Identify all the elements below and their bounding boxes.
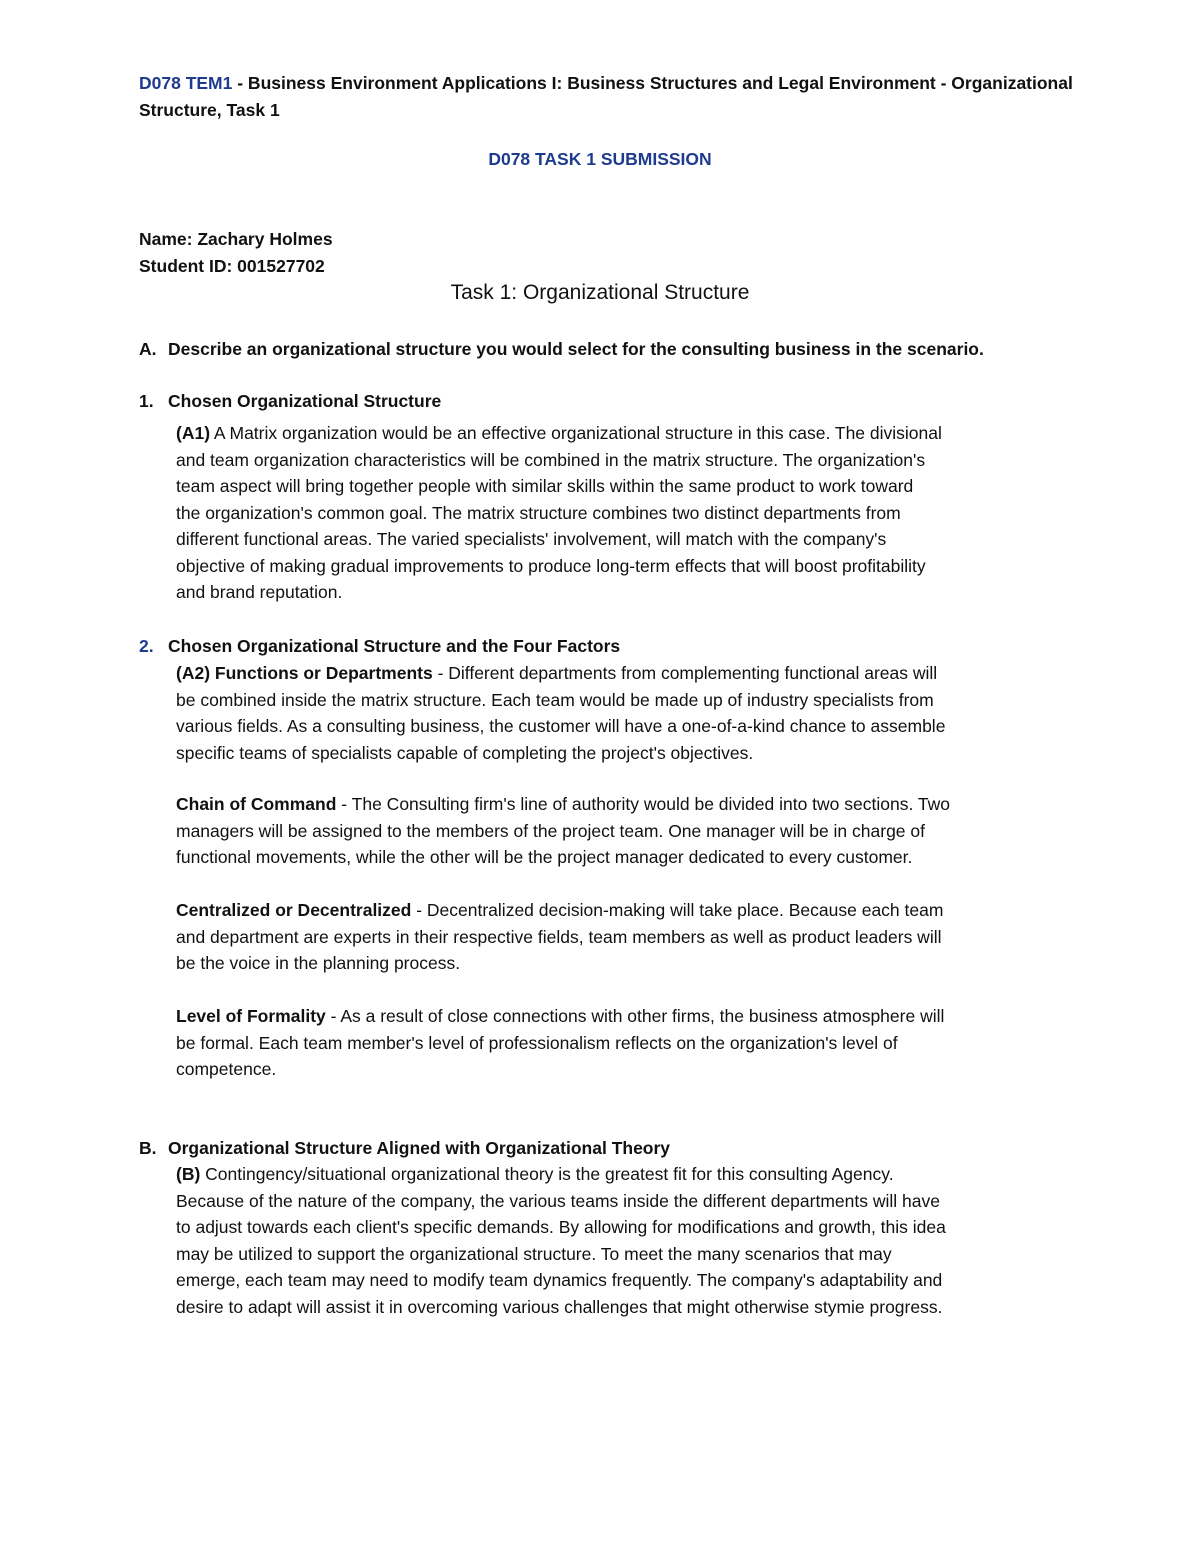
chain-of-command-paragraph bbox=[176, 791, 1066, 871]
paragraph-line: various fields. As a consulting business, the customer will have a one-of-a-kind chance to assemble bbox=[176, 716, 946, 736]
centralized-term: Centralized or Decentralized bbox=[176, 900, 412, 920]
paragraph-line: - Decentralized decision-making will take place. Because each team bbox=[411, 900, 944, 920]
paragraph-line: - Different departments from complementing functional areas will bbox=[432, 663, 938, 683]
header-title-line2: Structure, Task 1 bbox=[139, 99, 280, 120]
paragraph-line: may be utilized to support the organizational structure. To meet the many scenarios that may bbox=[176, 1243, 892, 1264]
paragraph-line: the organization's common goal. The matrix structure combines two distinct departments from bbox=[176, 502, 901, 523]
paragraph-line: functional movements, while the other will be the project manager dedicated to every customer. bbox=[176, 847, 913, 867]
paragraph-line: different functional areas. The varied specialists' involvement, will match with the company's bbox=[176, 529, 887, 549]
section-1-label: 1. bbox=[139, 391, 154, 411]
section-b-label: B. bbox=[139, 1138, 157, 1158]
paragraph-line: team aspect will bring together people with similar skills within the same product to work toward bbox=[176, 476, 914, 496]
section-b-heading bbox=[139, 1135, 670, 1162]
formality-paragraph bbox=[176, 1003, 1066, 1083]
section-2-title: Chosen Organizational Structure and the Four Factors bbox=[168, 636, 621, 656]
paragraph-line: and department are experts in their respective fields, team members as well as product leaders will bbox=[176, 926, 942, 947]
student-name: Name: Zachary Holmes bbox=[139, 229, 333, 249]
paragraph-line: be combined inside the matrix structure. Each team would be made up of industry specialists from bbox=[176, 689, 934, 710]
paragraph-line: Because of the nature of the company, the various teams inside the different departments will have bbox=[176, 1190, 940, 1211]
question-a bbox=[139, 336, 1099, 363]
functions-term: (A2) Functions or Departments bbox=[176, 663, 433, 683]
question-a-label: A. bbox=[139, 339, 157, 359]
paragraph-line: emerge, each team may need to modify team dynamics frequently. The company's adaptability and bbox=[176, 1270, 943, 1290]
document-header bbox=[139, 70, 1073, 123]
paragraph-line: and brand reputation. bbox=[176, 582, 343, 602]
centralized-paragraph bbox=[176, 897, 1066, 977]
functions-paragraph bbox=[176, 660, 1066, 766]
paragraph-line: be the voice in the planning process. bbox=[176, 953, 461, 973]
header-title: - Business Environment Applications I: Business Structures and Legal Environment - Organizational bbox=[232, 73, 1073, 93]
paragraph-line: A Matrix organization would be an effective organizational structure in this case. The divisional bbox=[210, 423, 942, 443]
paragraph-line: be formal. Each team member's level of professionalism reflects on the organization's level of bbox=[176, 1032, 898, 1053]
paragraph-line: - As a result of close connections with other firms, the business atmosphere will bbox=[325, 1006, 945, 1026]
formality-term: Level of Formality bbox=[176, 1006, 326, 1026]
task-title: Task 1: Organizational Structure bbox=[450, 281, 750, 304]
paragraph-line: competence. bbox=[176, 1059, 277, 1079]
paragraph-line: specific teams of specialists capable of completing the project's objectives. bbox=[176, 742, 754, 763]
paragraph-line: Contingency/situational organizational theory is the greatest fit for this consulting Agency. bbox=[200, 1164, 894, 1184]
section-2-label: 2. bbox=[139, 636, 154, 656]
course-code: D078 TEM1 bbox=[139, 73, 233, 93]
paragraph-line: - The Consulting firm's line of authority would be divided into two sections. Two bbox=[336, 794, 950, 814]
a1-tag: (A1) bbox=[176, 423, 211, 443]
section-2-heading bbox=[139, 633, 620, 660]
section-b-paragraph bbox=[176, 1161, 1066, 1320]
paragraph-line: managers will be assigned to the members of the project team. One manager will be in charge of bbox=[176, 820, 925, 841]
chain-term: Chain of Command bbox=[176, 794, 337, 814]
section-b-title: Organizational Structure Aligned with Organizational Theory bbox=[168, 1138, 671, 1158]
section-1-title: Chosen Organizational Structure bbox=[168, 391, 442, 411]
paragraph-line: desire to adapt will assist it in overcoming various challenges that might otherwise stymie progress. bbox=[176, 1296, 943, 1317]
paragraph-line: objective of making gradual improvements to produce long-term effects that will boost profitability bbox=[176, 555, 926, 576]
paragraph-line: to adjust towards each client's specific demands. By allowing for modifications and growth, this idea bbox=[176, 1217, 946, 1237]
student-id: Student ID: 001527702 bbox=[139, 256, 325, 276]
question-a-text: Describe an organizational structure you would select for the consulting business in the scenario. bbox=[168, 339, 984, 359]
b-tag: (B) bbox=[176, 1164, 201, 1184]
paragraph-line: and team organization characteristics will be combined in the matrix structure. The organization's bbox=[176, 449, 926, 470]
section-1-paragraph bbox=[176, 420, 1066, 606]
submission-title: D078 TASK 1 SUBMISSION bbox=[488, 149, 712, 169]
section-1-heading bbox=[139, 388, 441, 415]
